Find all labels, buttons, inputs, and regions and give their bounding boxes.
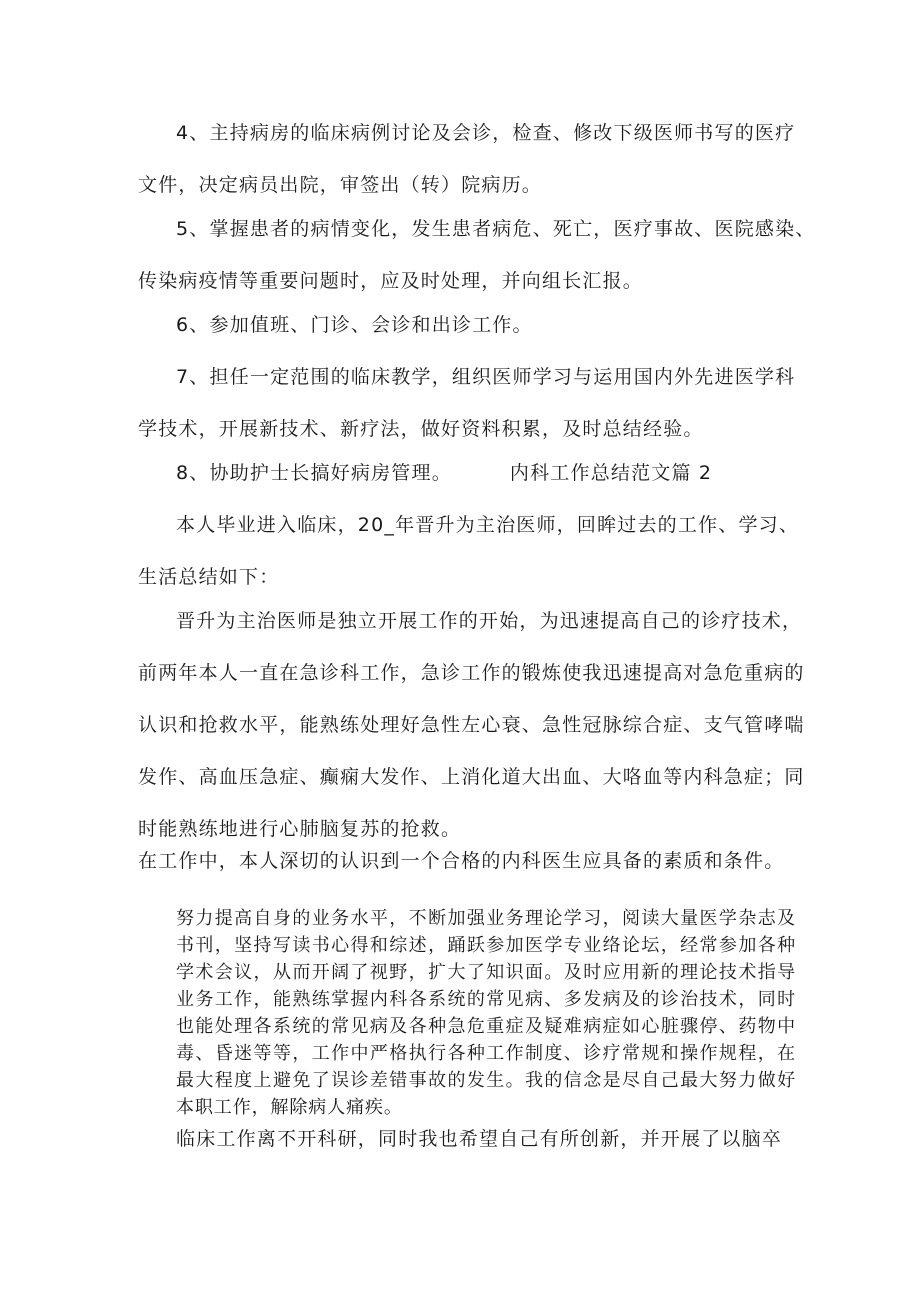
text-line: 在工作中，本人深切的认识到一个合格的内科医生应具备的素质和条件。	[138, 850, 785, 872]
text-line: 本人毕业进入临床，20_年晋升为主治医师，回眸过去的工作、学习、	[176, 514, 800, 536]
paragraph-promotion	[138, 595, 805, 855]
paragraph-research	[138, 1113, 798, 1165]
paragraph-duty-4	[138, 107, 798, 211]
text-line: 5、掌握患者的病情变化，发生患者病危、死亡，医疗事故、医院感染、	[176, 218, 816, 240]
text-line: 时能熟练地进行心肺脑复苏的抢救。	[138, 818, 462, 840]
text-line	[138, 447, 798, 499]
text-line: 晋升为主治医师是独立开展工作的开始，为迅速提高自己的诊疗技术，	[176, 610, 803, 632]
paragraph-duty-7	[138, 351, 798, 455]
text-line: 7、担任一定范围的临床教学，组织医师学习与运用国内外先进医学科	[176, 366, 796, 388]
text-line: 前两年本人一直在急诊科工作，急诊工作的锻炼使我迅速提高对急危重病的	[138, 662, 805, 684]
text-line: 6、参加值班、门诊、会诊和出诊工作。	[176, 314, 533, 336]
text-line: 4、主持病房的临床病例讨论及会诊，检查、修改下级医师书写的医疗	[176, 122, 796, 144]
paragraph-text: 努力提高自身的业务水平，不断加强业务理论学习，阅读大量医学杂志及书刊，坚持写读书心得和综述，踊跃参加医学专业络论坛，经常参加各种学术会议，从而开阔了视野，扩大了知识面。及时应用新的理论技术指导业务工作，能熟练掌握内科各系统的常见病、多发病及的诊治技术，同时也能处理各系统的常见病及各种急危重症及疑难病症如心脏骤停、药物中毒、昏迷等等，工作中严格执行各种工作制度、诊疗常规和操作规程，在最大程度上避免了误诊差错事故的发生。我的信念是尽自己最大努力做好本职工作，解除病人痛疾。	[176, 908, 796, 1118]
duty-8-text: 8、协助护士长搞好病房管理。	[176, 462, 452, 484]
paragraph-effort	[138, 905, 796, 1121]
text-line: 临床工作离不开科研，同时我也希望自己有所创新，并开展了以脑卒	[176, 1128, 783, 1150]
text-line: 发作、高血压急症、癫痫大发作、上消化道大出血、大咯血等内科急症；同	[138, 766, 805, 788]
section-heading: 内科工作总结范文篇 2	[509, 462, 713, 484]
text-line: 生活总结如下：	[138, 566, 280, 588]
paragraph-quality	[138, 835, 798, 887]
text-line: 认识和抢救水平，能熟练处理好急性左心衰、急性冠脉综合症、支气管哮喘	[138, 714, 805, 736]
paragraph-duty-8	[138, 447, 798, 499]
paragraph-duty-6	[138, 299, 798, 351]
text-line: 传染病疫情等重要问题时，应及时处理，并向组长汇报。	[138, 270, 644, 292]
paragraph-duty-5	[138, 203, 816, 307]
text-line: 文件，决定病员出院，审签出（转）院病历。	[138, 174, 543, 196]
text-line: 学技术，开展新技术、新疗法，做好资料积累，及时总结经验。	[138, 418, 704, 440]
paragraph-intro	[138, 499, 798, 603]
